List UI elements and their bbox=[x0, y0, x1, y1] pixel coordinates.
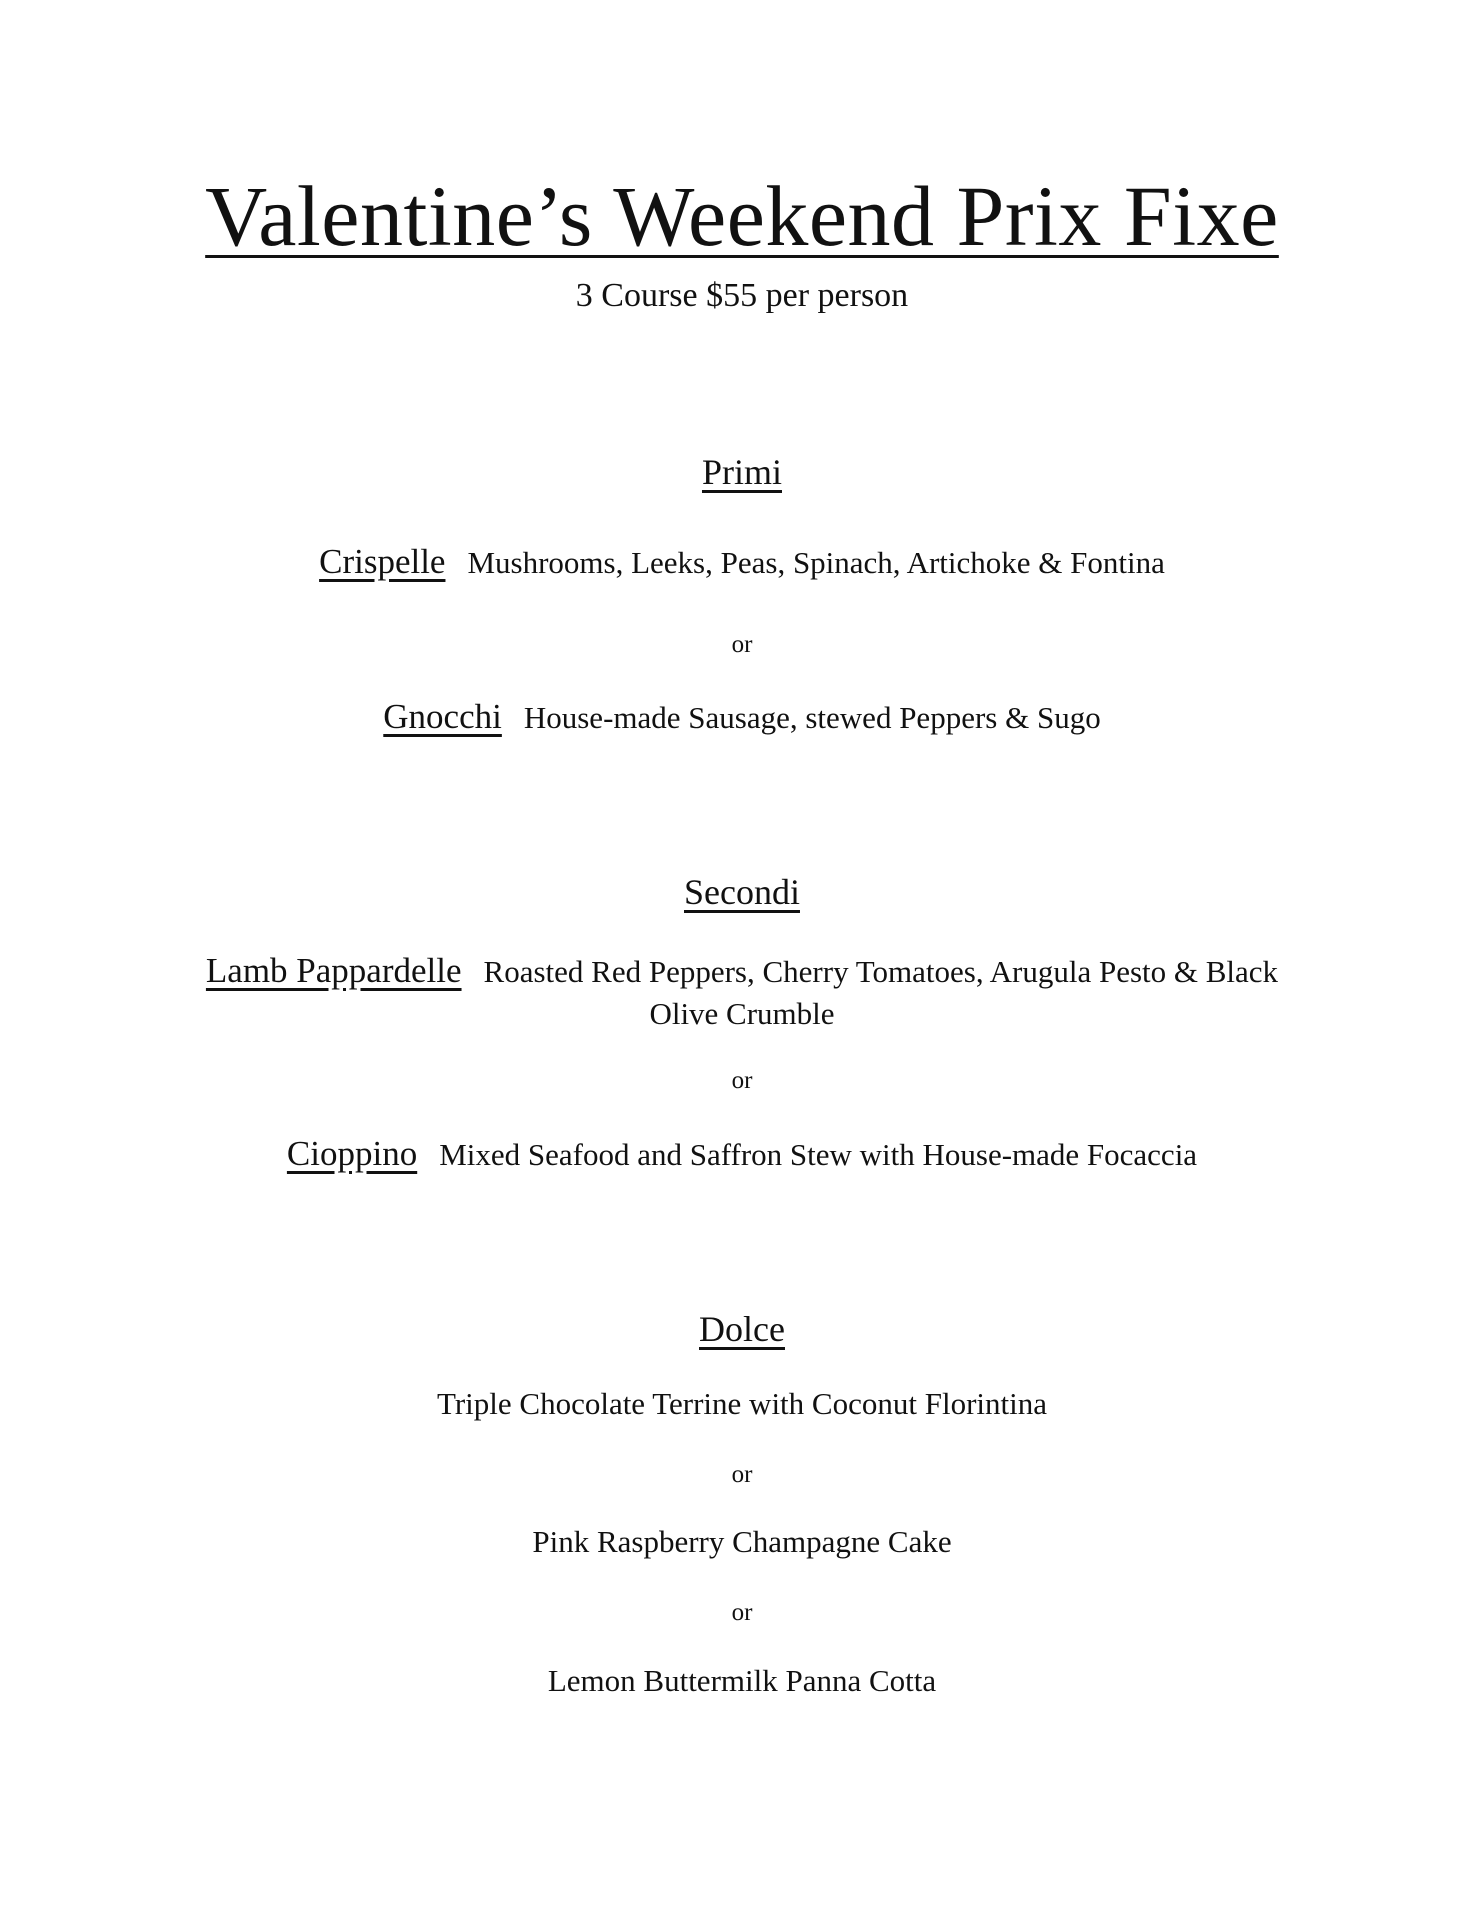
section-heading-secondi-text: Secondi bbox=[684, 872, 800, 912]
menu-subtitle: 3 Course $55 per person bbox=[575, 277, 909, 314]
menu-title bbox=[0, 168, 1484, 264]
or-separator: or bbox=[731, 1461, 753, 1488]
menu-item-description: House-made Sausage, stewed Peppers & Sugo bbox=[523, 700, 1101, 735]
menu-title-text: Valentine’s Weekend Prix Fixe bbox=[205, 168, 1279, 264]
or-separator: or bbox=[731, 631, 753, 658]
dessert-item: Pink Raspberry Champagne Cake bbox=[532, 1524, 952, 1559]
menu-item-name: Gnocchi bbox=[383, 697, 502, 736]
or-separator: or bbox=[731, 1599, 753, 1626]
menu-item-description: Roasted Red Peppers, Cherry Tomatoes, Arugula Pesto & Black Olive Crumble bbox=[483, 954, 1279, 1031]
menu-item-crispelle bbox=[0, 541, 1484, 584]
menu-item-cioppino bbox=[0, 1133, 1484, 1176]
section-heading-secondi bbox=[0, 870, 1484, 914]
or-separator: or bbox=[731, 1067, 753, 1094]
menu-item-gnocchi bbox=[0, 696, 1484, 739]
menu-item-name: Lamb Pappardelle bbox=[205, 951, 462, 990]
section-heading-primi-text: Primi bbox=[701, 452, 782, 492]
dessert-item: Triple Chocolate Terrine with Coconut Florintina bbox=[436, 1386, 1047, 1421]
section-heading-dolce-text: Dolce bbox=[699, 1309, 785, 1349]
menu-item-name: Crispelle bbox=[319, 542, 446, 581]
dessert-item: Lemon Buttermilk Panna Cotta bbox=[547, 1663, 937, 1698]
menu-item-lamb-pappardelle bbox=[190, 950, 1294, 1035]
menu-item-name: Cioppino bbox=[286, 1134, 418, 1173]
section-heading-primi bbox=[0, 450, 1484, 494]
menu-item-description: Mixed Seafood and Saffron Stew with House-made Focaccia bbox=[439, 1137, 1198, 1172]
section-heading-dolce bbox=[0, 1307, 1484, 1351]
menu-item-description: Mushrooms, Leeks, Peas, Spinach, Artichoke & Fontina bbox=[467, 545, 1165, 580]
